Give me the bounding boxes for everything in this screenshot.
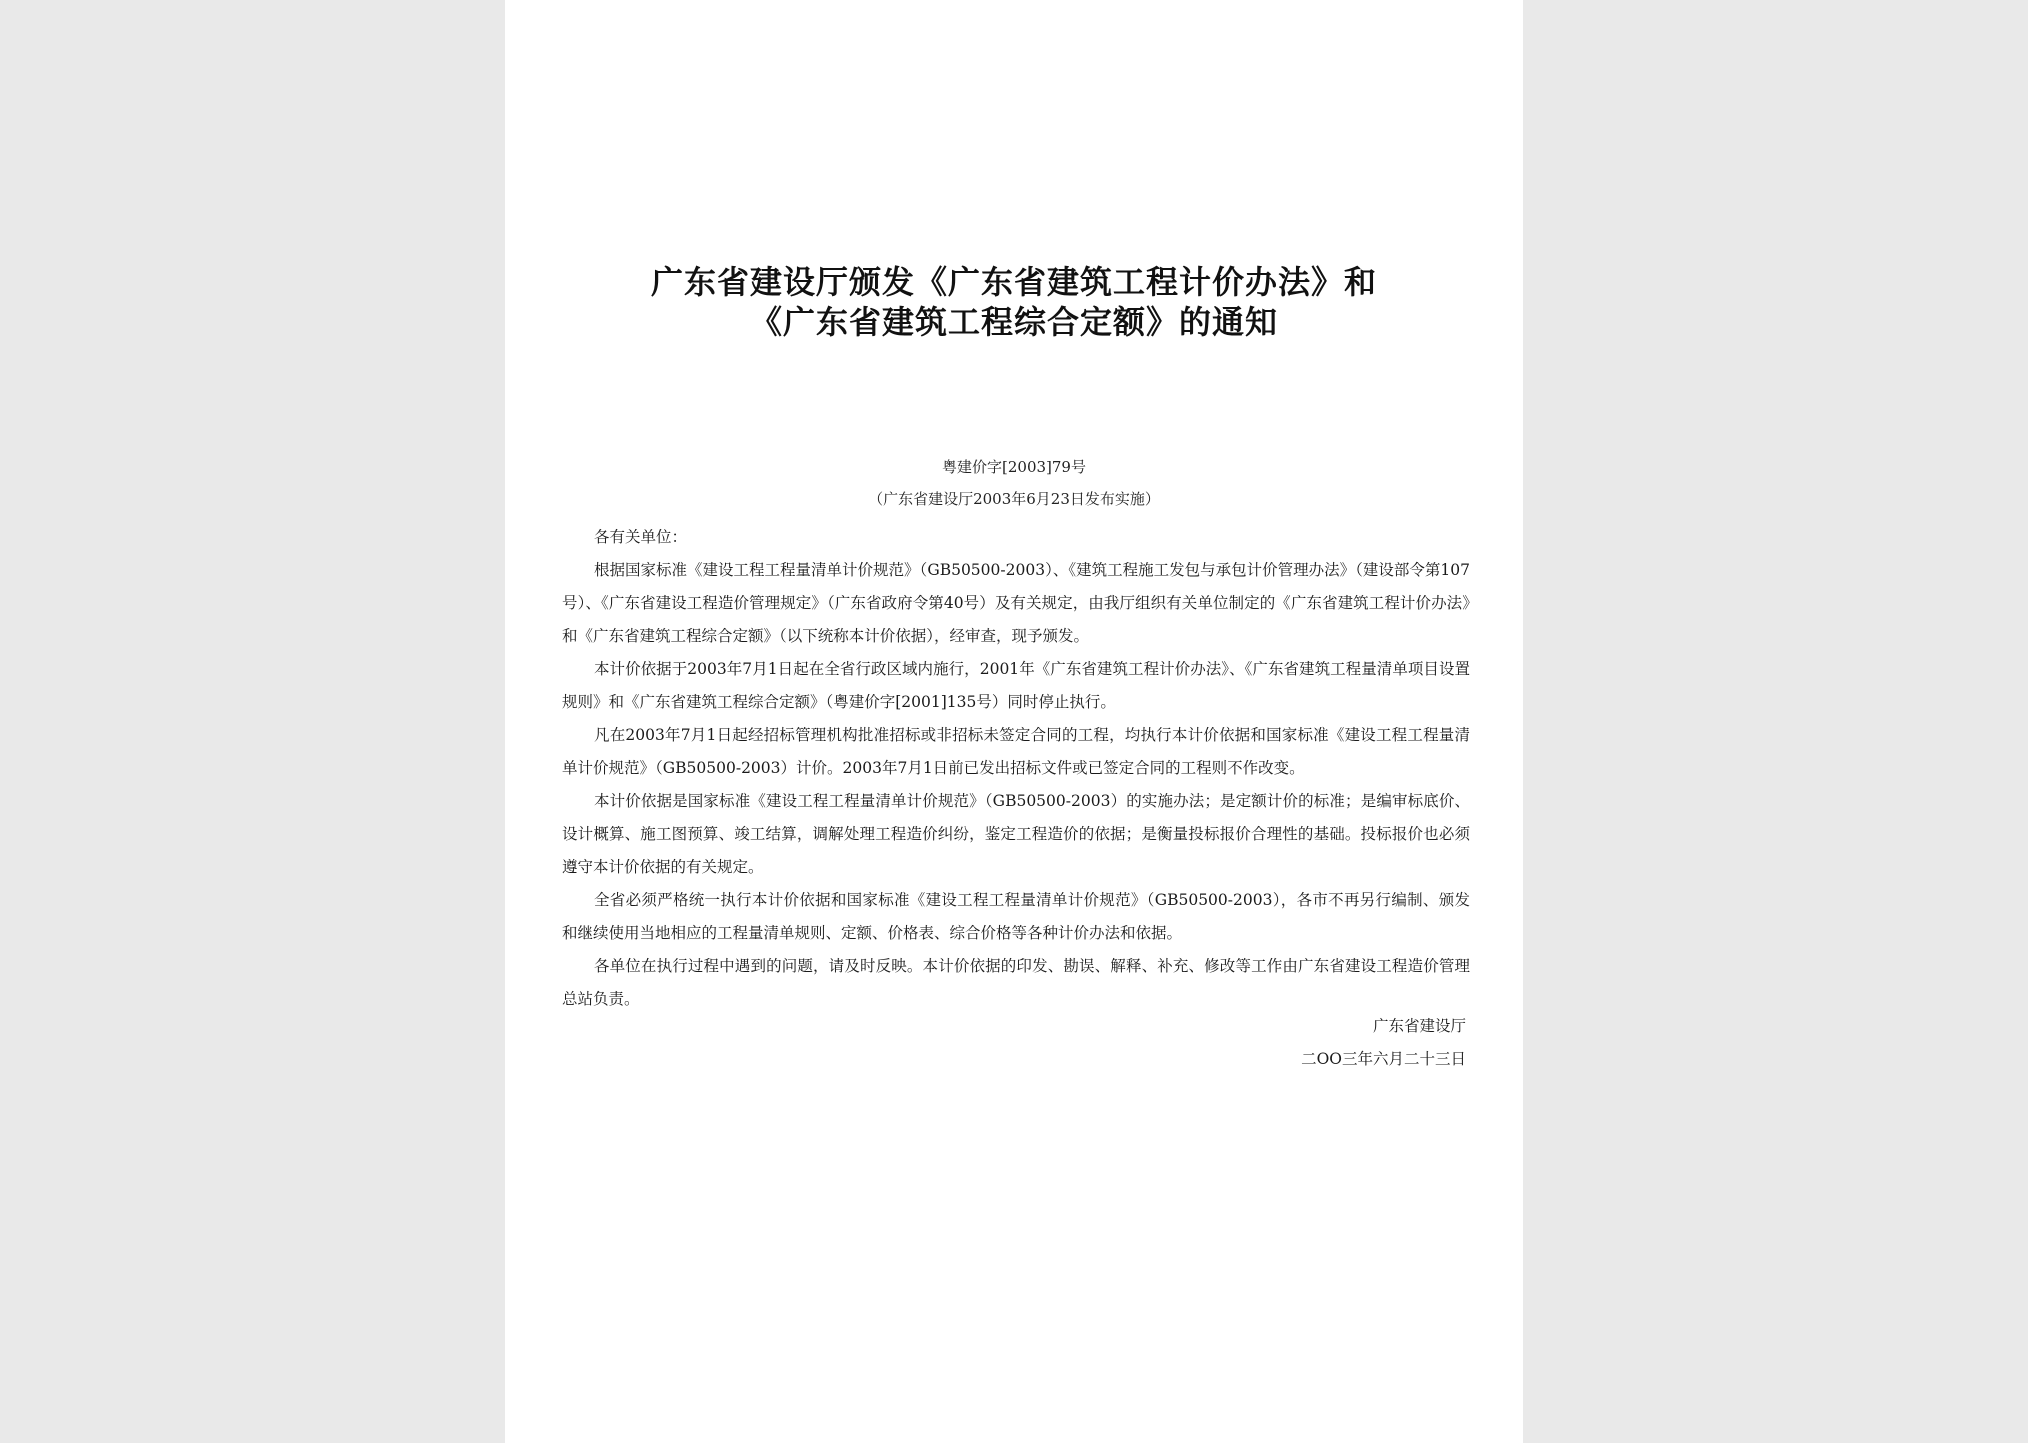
signature-org: 广东省建设厅 — [1372, 1017, 1466, 1035]
signature-block — [1301, 1010, 1466, 1076]
paragraph-1: 根据国家标准《建设工程工程量清单计价规范》（GB50500-2003）、《建筑工程施工发包与承包计价管理办法》（建设部令第107号）、《广东省建设工程造价管理规定》（广东省政府令第40号）及有关规定，由我厅组织有关单位制定的《广东省建筑工程计价办法》和《广东省建筑工程综合定额》（以下统称本计价依据），经审查，现予颁发。 — [562, 561, 1470, 645]
paragraph-3: 凡在2003年7月1日起经招标管理机构批准招标或非招标未签定合同的工程，均执行本计价依据和国家标准《建设工程工程量清单计价规范》（GB50500-2003）计价。2003年7月1日前已发出招标文件或已签定合同的工程则不作改变。 — [562, 726, 1470, 777]
title-line-1: 广东省建设厅颁发《广东省建筑工程计价办法》和 — [650, 263, 1377, 301]
document-body — [562, 521, 1470, 1016]
paragraph-4: 本计价依据是国家标准《建设工程工程量清单计价规范》（GB50500-2003）的实施办法；是定额计价的标准；是编审标底价、设计概算、施工图预算、竣工结算，调解处理工程造价纠纷，鉴定工程造价的依据；是衡量投标报价合理性的基础。投标报价也必须遵守本计价依据的有关规定。 — [562, 792, 1470, 876]
document-number: 粤建价字[2003]79号 — [942, 458, 1086, 476]
salutation: 各有关单位： — [594, 528, 688, 546]
title-line-2: 《广东省建筑工程综合定额》的通知 — [749, 303, 1278, 341]
document-page — [505, 0, 1523, 1443]
issue-note: （广东省建设厅2003年6月23日发布实施） — [868, 490, 1160, 508]
signature-date: 二OO三年六月二十三日 — [1301, 1050, 1466, 1068]
paragraph-6: 各单位在执行过程中遇到的问题，请及时反映。本计价依据的印发、勘误、解释、补充、修改等工作由广东省建设工程造价管理总站负责。 — [562, 957, 1470, 1008]
paragraph-5: 全省必须严格统一执行本计价依据和国家标准《建设工程工程量清单计价规范》（GB50500-2003），各市不再另行编制、颁发和继续使用当地相应的工程量清单规则、定额、价格表、综合价格等各种计价办法和依据。 — [562, 891, 1470, 942]
paragraph-2: 本计价依据于2003年7月1日起在全省行政区域内施行，2001年《广东省建筑工程计价办法》、《广东省建筑工程量清单项目设置规则》和《广东省建筑工程综合定额》（粤建价字[2001]135号）同时停止执行。 — [562, 660, 1470, 711]
document-title — [505, 262, 1523, 342]
